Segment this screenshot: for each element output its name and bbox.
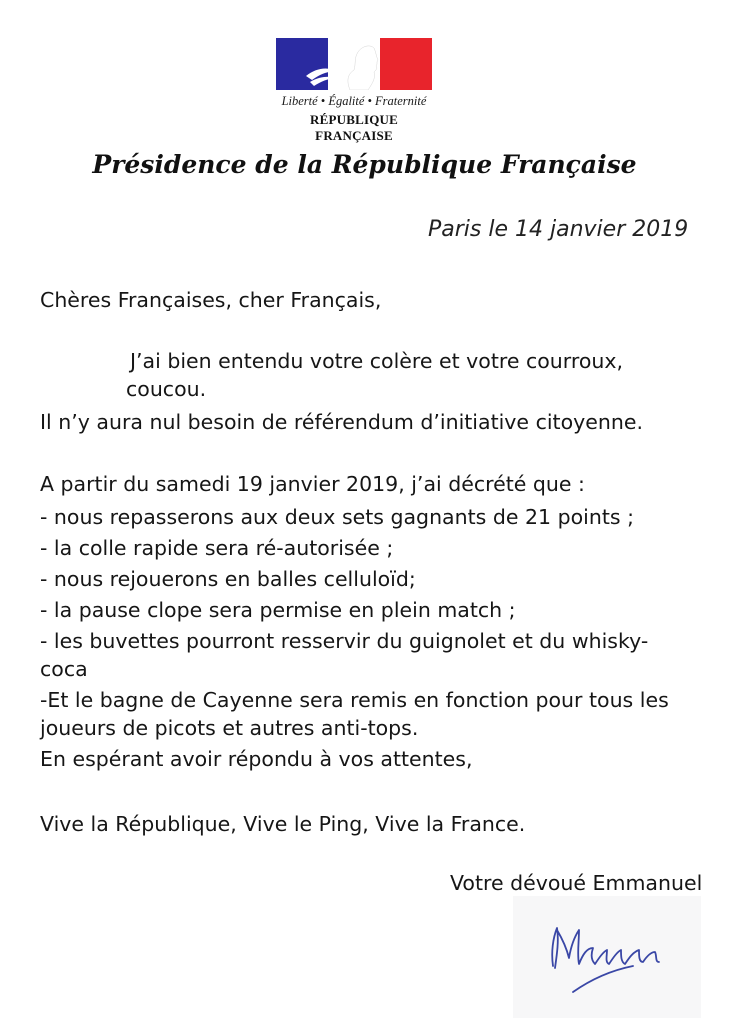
handwritten-signature: [513, 896, 701, 1018]
decree-item: - nous rejouerons en balles celluloïd;: [40, 567, 416, 591]
salutation: Chères Françaises, cher Français,: [40, 288, 382, 312]
republique-francaise-logo: [270, 34, 438, 143]
decree-intro: A partir du samedi 19 janvier 2019, j’ai décrété que :: [40, 472, 585, 496]
signoff: Votre dévoué Emmanuel: [450, 871, 703, 895]
place-date: Paris le 14 janvier 2019: [428, 217, 689, 242]
paragraph-line: Il n’y aura nul besoin de référendum d’initiative citoyenne.: [40, 410, 643, 434]
decree-item: - la pause clope sera permise en plein match ;: [40, 598, 516, 622]
republic-motto: Liberté • Égalité • Fraternité: [281, 94, 427, 108]
paragraph-line: coucou.: [126, 377, 207, 401]
decree-item: - nous repasserons aux deux sets gagnants de 21 points ;: [40, 505, 634, 529]
decree-item-continued: coca: [40, 657, 88, 681]
decree-item: -Et le bagne de Cayenne sera remis en fonction pour tous les: [40, 688, 669, 712]
paragraph-line: J’ai bien entendu votre colère et votre courroux,: [130, 349, 624, 373]
closing-line: En espérant avoir répondu à vos attentes,: [40, 747, 473, 771]
signature-area: [513, 896, 701, 1018]
letter-heading: Présidence de la République Française: [92, 150, 637, 179]
decree-item-continued: joueurs de picots et autres anti-tops.: [40, 716, 419, 740]
decree-item: - les buvettes pourront resservir du guignolet et du whisky-: [40, 629, 649, 653]
republic-name: RÉPUBLIQUE FRANÇAISE: [310, 112, 398, 143]
marianne-flag-icon: [276, 38, 432, 90]
decree-item: - la colle rapide sera ré-autorisée ;: [40, 536, 394, 560]
slogan-line: Vive la République, Vive le Ping, Vive la France.: [40, 812, 526, 836]
